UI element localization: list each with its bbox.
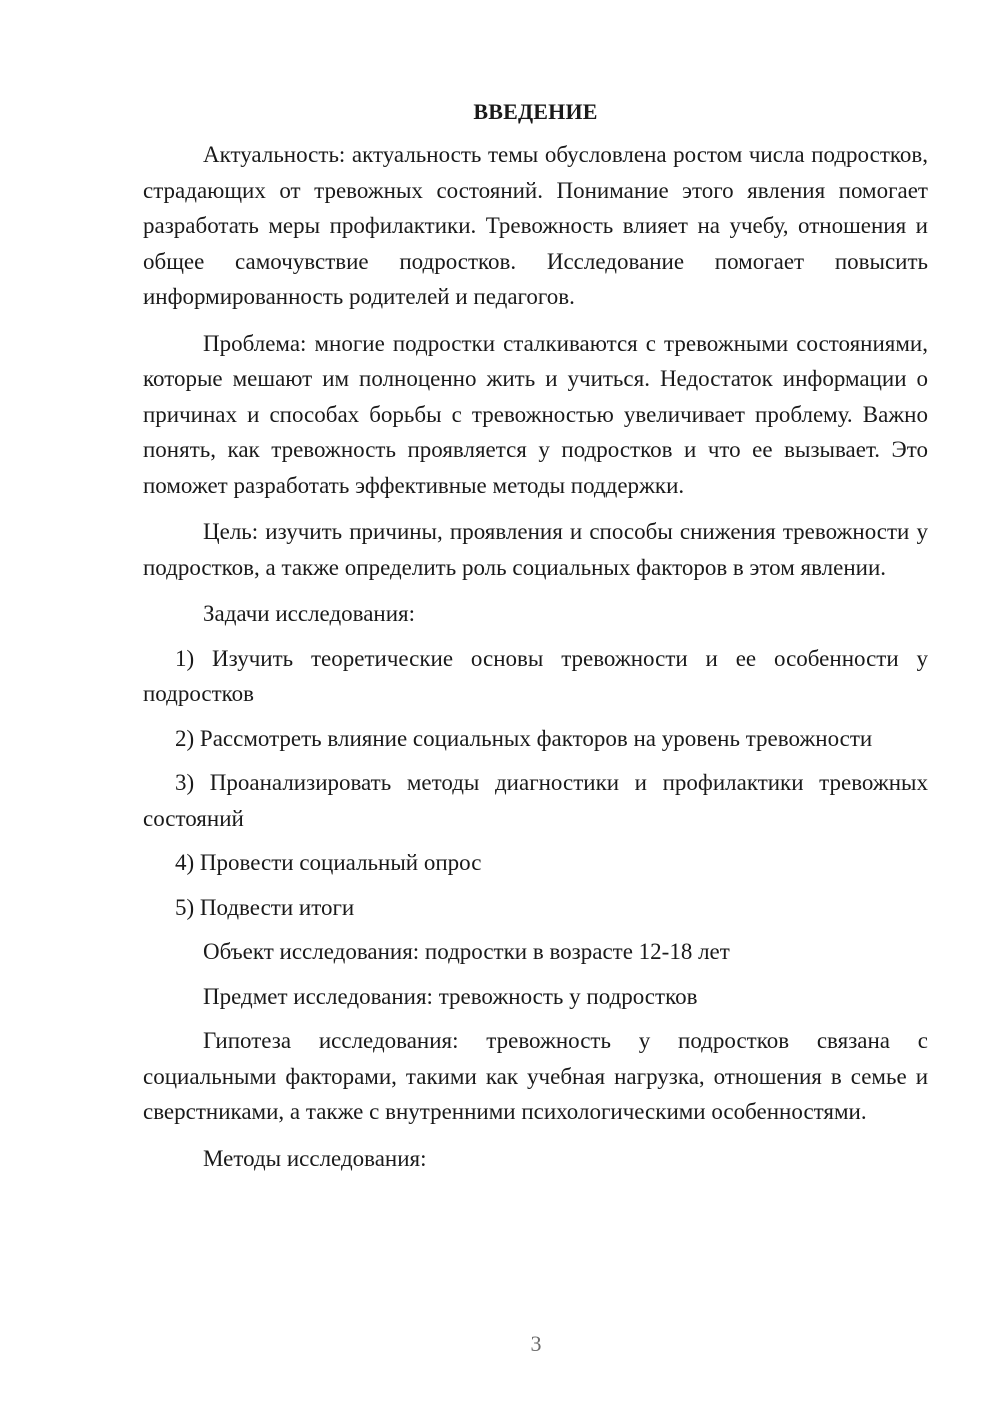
page-content xyxy=(143,94,928,1176)
task-item-2: 2) Рассмотреть влияние социальных факторов на уровень тревожности xyxy=(175,725,873,751)
section-title: ВВЕДЕНИЕ xyxy=(473,99,598,124)
relevance-paragraph: Актуальность: актуальность темы обусловлена ростом числа подростков, страдающих от тревожных состояний. Понимание этого явления помогает разработать меры профилактики. Тревожность влияет на учебу, отношения и общее самочувствие подростков. Исследование помогает повысить информированность родителей и педагогов. xyxy=(143,142,928,309)
research-object: Объект исследования: подростки в возрасте 12-18 лет xyxy=(203,939,730,964)
goal-paragraph: Цель: изучить причины, проявления и способы снижения тревожности у подростков, а также определить роль социальных факторов в этом явлении. xyxy=(143,519,928,580)
research-subject: Предмет исследования: тревожность у подростков xyxy=(203,983,698,1009)
task-item-5: 5) Подвести итоги xyxy=(175,894,355,920)
task-item-1: 1) Изучить теоретические основы тревожности и ее особенности у подростков xyxy=(143,645,928,706)
methods-heading: Методы исследования: xyxy=(203,1145,427,1171)
task-item-3: 3) Проанализировать методы диагностики и профилактики тревожных состояний xyxy=(143,770,928,831)
tasks-heading: Задачи исследования: xyxy=(203,601,416,626)
problem-paragraph: Проблема: многие подростки сталкиваются с тревожными состояниями, которые мешают им полноценно жить и учиться. Недостаток информации о причинах и способах борьбы с тревожностью увеличивает проблему. Важно понять, как тревожность проявляется у подростков и что ее вызывает. Это поможет разработать эффективные методы поддержки. xyxy=(143,330,928,498)
hypothesis-paragraph: Гипотеза исследования: тревожность у подростков связана с социальными факторами, такими как учебная нагрузка, отношения в семье и сверстниками, а также с внутренними психологическими особенностями. xyxy=(143,1028,928,1124)
page-number: 3 xyxy=(530,1331,542,1356)
task-item-4: 4) Провести социальный опрос xyxy=(175,850,482,875)
